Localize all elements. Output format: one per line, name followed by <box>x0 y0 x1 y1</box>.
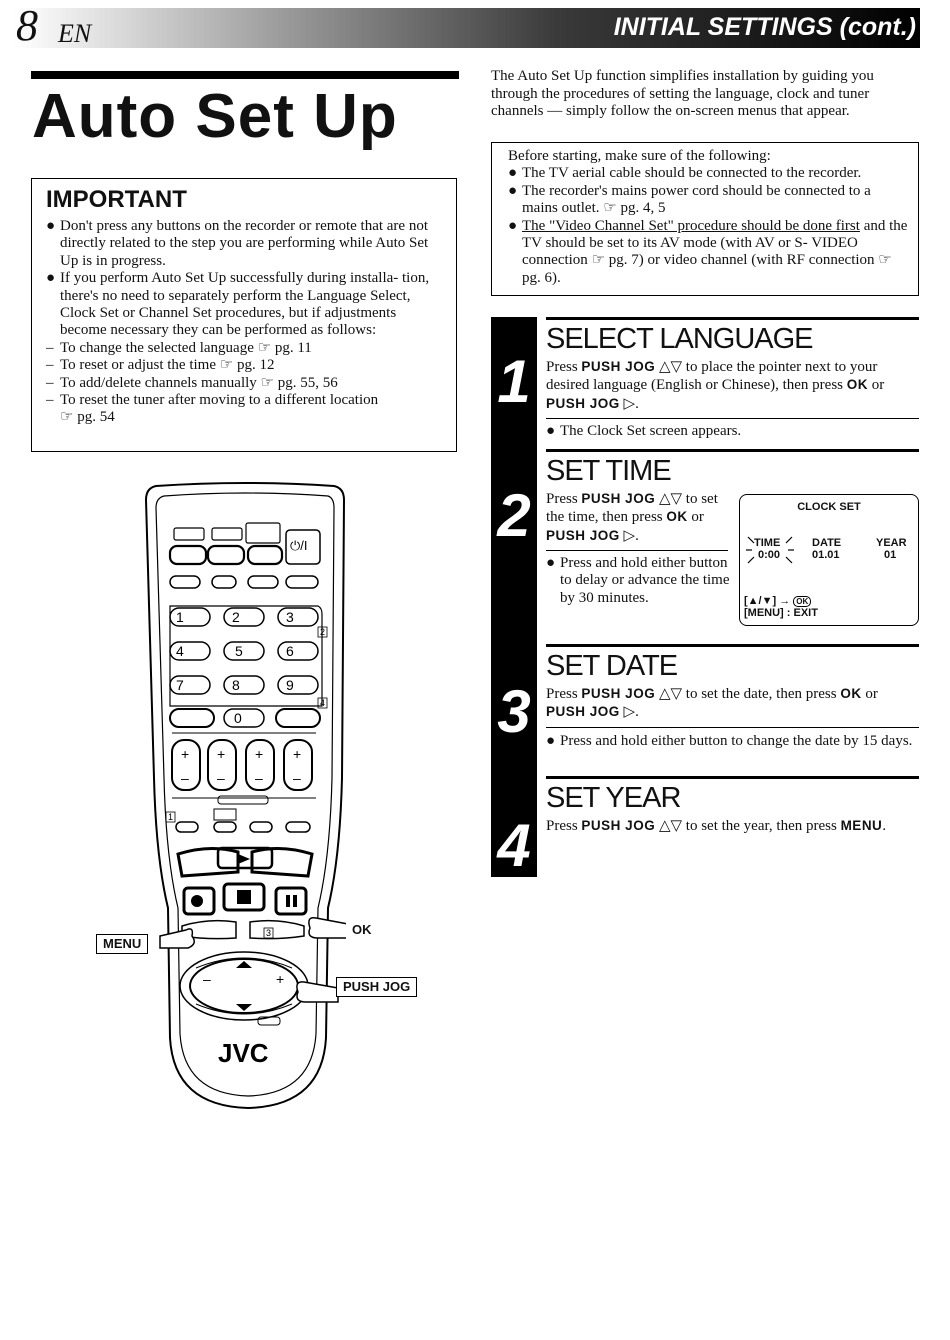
page-number: 8 <box>16 1 38 50</box>
step-number: 3 <box>497 678 531 745</box>
key-label: 2 <box>232 609 240 625</box>
clock-date-value: 01.01 <box>812 549 840 561</box>
page-ref-icon: ☞ <box>257 339 272 356</box>
blink-indicator-icon <box>746 533 802 567</box>
right-arrow-icon: ▷ <box>623 395 636 412</box>
svg-text:+: + <box>255 746 264 762</box>
clock-year-value: 01 <box>884 549 897 561</box>
page-ref-icon: ☞ <box>878 252 892 269</box>
right-arrow-icon: ▷ <box>623 527 636 544</box>
marker-label: 3 <box>266 928 272 938</box>
title-rule <box>31 71 459 79</box>
step-note: ● Press and hold either button to change the date by 15 days. <box>546 733 913 749</box>
important-dash-item: – To reset or adjust the time ☞ pg. 12 <box>46 357 275 374</box>
key-label: 3 <box>286 609 294 625</box>
step-instruction: Press PUSH JOG △▽ to place the pointer next to your desired language (English or Chinese), then press OK or PUSH JOG ▷. <box>546 359 885 412</box>
clock-time-label: TIME <box>754 537 781 549</box>
svg-text:+: + <box>276 971 285 987</box>
clock-time-value: 0:00 <box>758 549 781 561</box>
page-ref-icon: ☞ <box>60 409 74 426</box>
important-bullet: ● Don't press any buttons on the recorder or remote that are not directly related to the step you are performing while Auto Set Up is in progress. <box>46 218 429 269</box>
step-heading: SET DATE <box>546 650 678 682</box>
step-note: ● Press and hold either button to delay or advance the time by 30 minutes. <box>546 555 730 606</box>
right-arrow-icon: ▷ <box>623 704 636 721</box>
divider <box>546 727 919 728</box>
page-title: Auto Set Up <box>32 82 398 151</box>
step-rule <box>546 776 919 779</box>
clock-nav-hint: [▲/▼] → OK <box>744 595 811 608</box>
clock-set-screen <box>739 494 919 626</box>
important-box <box>31 178 457 452</box>
remote-control-illustration <box>90 478 435 1128</box>
key-label: 0 <box>234 710 242 726</box>
step-rule <box>546 644 919 647</box>
prereq-lead: Before starting, make sure of the following: <box>508 148 771 164</box>
important-dash-item: – To change the selected language ☞ pg. 11 <box>46 339 312 356</box>
callout-ok: OK <box>346 921 378 939</box>
prereq-item: ● The TV aerial cable should be connected to the recorder. <box>508 165 862 182</box>
callout-menu: MENU <box>96 934 148 954</box>
clock-date-label: DATE <box>812 537 842 549</box>
divider <box>546 418 919 419</box>
callout-push-jog: PUSH JOG <box>336 977 417 997</box>
key-label: 5 <box>235 643 243 659</box>
svg-text:+: + <box>293 746 302 762</box>
remote-brand-logo: JVC <box>218 1038 269 1068</box>
divider <box>546 550 728 551</box>
up-down-arrow-icon: △▽ <box>658 686 683 702</box>
page-ref-icon: ☞ <box>591 252 606 269</box>
clock-exit-hint: [MENU] : EXIT <box>744 607 818 619</box>
important-bullet: ● If you perform Auto Set Up successfully during installa- tion, there's no need to separately perform the Language Select, Clock Set or Channel Set procedures, but if adjustments become necessary they can be performed as follows: <box>46 270 430 339</box>
svg-text:–: – <box>255 770 263 786</box>
step-number-bar <box>491 317 537 877</box>
clock-year-label: YEAR <box>876 537 907 549</box>
key-label: 7 <box>176 677 184 693</box>
svg-text:⏻/I: ⏻/I <box>290 538 308 553</box>
clock-screen-title: CLOCK SET <box>797 501 861 513</box>
step-number: 1 <box>497 348 531 415</box>
key-label: 4 <box>176 643 184 659</box>
step-number: 2 <box>497 482 531 549</box>
step-rule <box>546 449 919 452</box>
section-title: INITIAL SETTINGS (cont.) <box>613 13 916 41</box>
page-ref-icon: ☞ <box>603 200 617 217</box>
key-label: 1 <box>176 609 184 625</box>
key-label: 9 <box>286 677 294 693</box>
up-down-arrow-icon: △▽ <box>658 491 683 507</box>
step-heading: SELECT LANGUAGE <box>546 323 813 355</box>
svg-text:+: + <box>217 746 226 762</box>
page-ref-icon: ☞ <box>260 374 274 391</box>
page-ref-icon: ☞ <box>219 357 234 374</box>
intro-text: The Auto Set Up function simplifies installation by guiding you through the procedures of setting the language, clock and tuner channels — simply follow the on-screen menus that appear. <box>491 68 874 119</box>
up-down-arrow-icon: △▽ <box>658 359 683 375</box>
up-down-arrow-icon: △▽ <box>658 818 683 834</box>
svg-text:+: + <box>181 746 190 762</box>
key-label: 8 <box>232 677 240 693</box>
prerequisites-box <box>491 142 919 296</box>
key-label: 6 <box>286 643 294 659</box>
svg-text:–: – <box>181 770 189 786</box>
step-number: 4 <box>497 812 531 879</box>
page-language: EN <box>58 19 92 48</box>
step-instruction: Press PUSH JOG △▽ to set the year, then press MENU. <box>546 818 887 834</box>
important-heading: IMPORTANT <box>46 186 187 213</box>
marker-label: 4 <box>320 698 326 708</box>
step-rule <box>546 317 919 320</box>
step-note: ● The Clock Set screen appears. <box>546 423 742 439</box>
important-dash-item: – To add/delete channels manually ☞ pg. 55, 56 <box>46 374 338 391</box>
step-heading: SET YEAR <box>546 782 681 814</box>
marker-label: 2 <box>320 627 326 637</box>
svg-text:–: – <box>203 971 211 987</box>
step-instruction: Press PUSH JOG △▽ to set the time, then press OK or PUSH JOG ▷. <box>546 491 718 544</box>
prereq-item: ● The recorder's mains power cord should be connected to a mains outlet. ☞ pg. 4, 5 <box>508 182 871 217</box>
prereq-item: ● The "Video Channel Set" procedure should be done first and the TV should be set to its AV mode (with AV or S- VIDEO connection ☞ pg. 7) or video channel (with RF connection ☞ pg. 6). <box>508 217 908 286</box>
important-dash-item: – To reset the tuner after moving to a different location ☞ pg. 54 <box>46 392 379 426</box>
marker-label: 1 <box>168 812 174 822</box>
svg-text:–: – <box>217 770 225 786</box>
step-heading: SET TIME <box>546 455 671 487</box>
step-instruction: Press PUSH JOG △▽ to set the date, then press OK or PUSH JOG ▷. <box>546 686 878 721</box>
svg-text:–: – <box>293 770 301 786</box>
